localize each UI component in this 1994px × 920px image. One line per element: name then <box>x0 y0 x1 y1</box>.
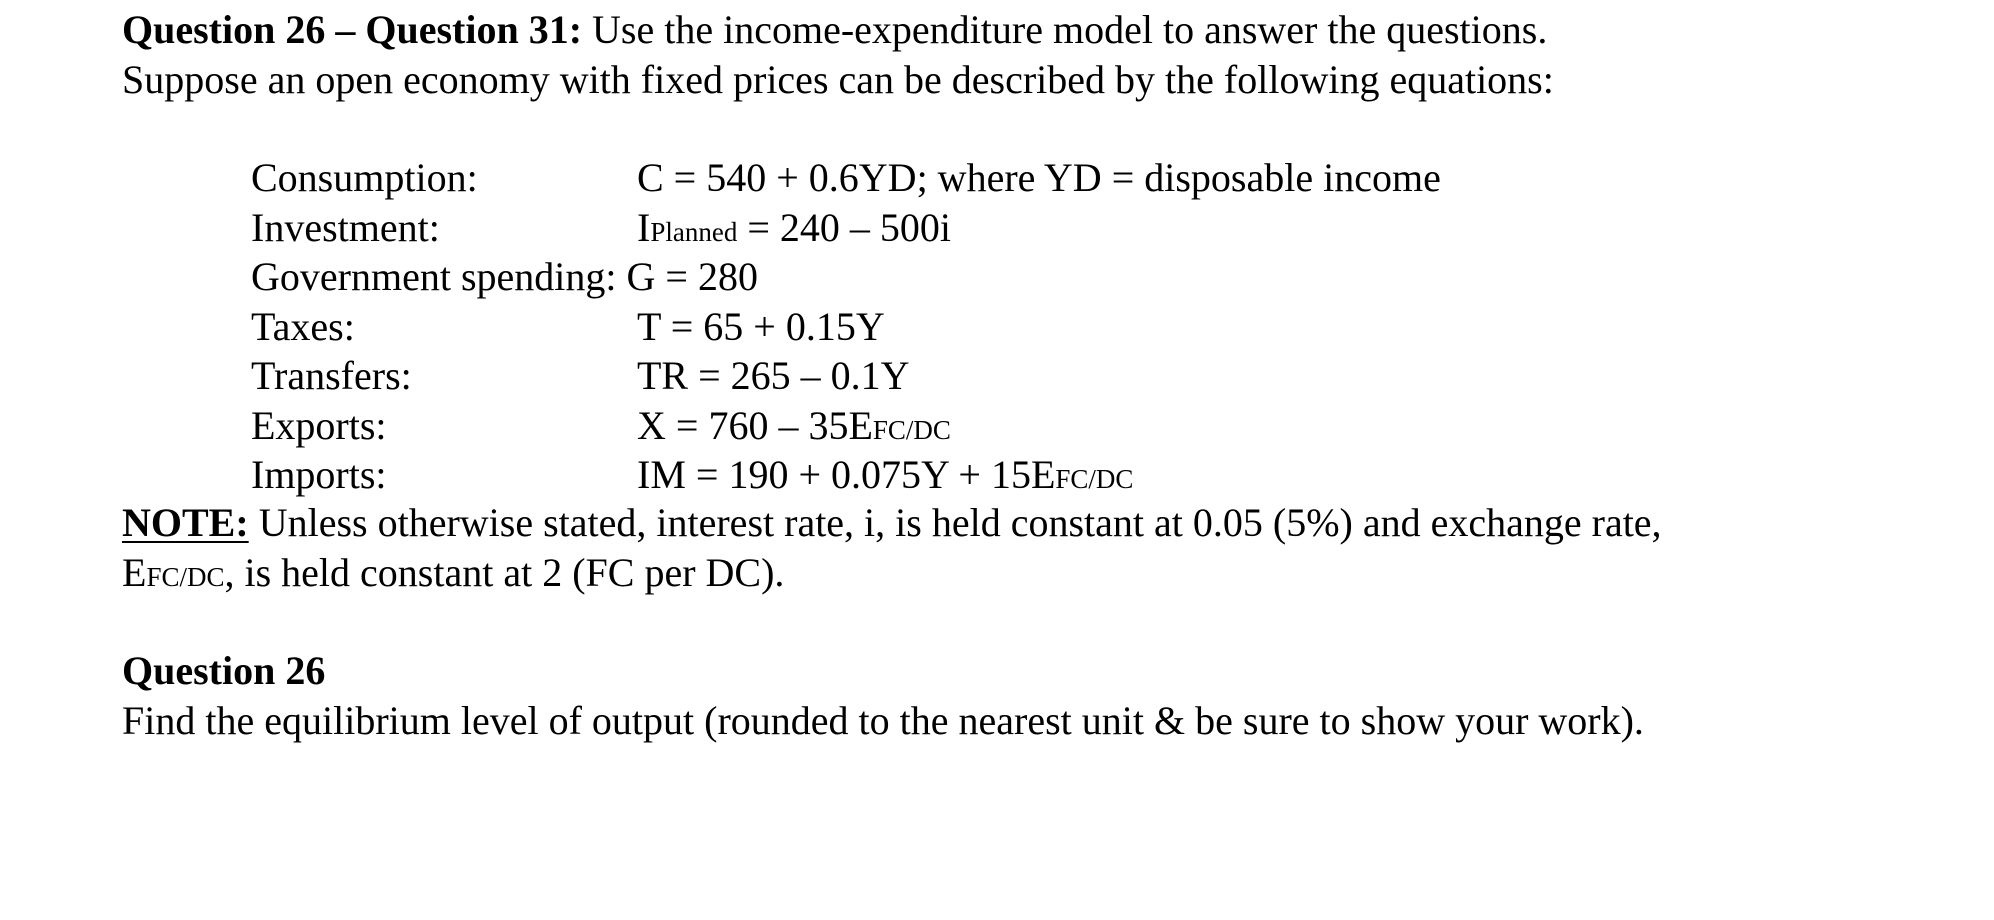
note-line <box>122 498 1662 548</box>
note-text: E <box>122 550 147 595</box>
heading-bold: Question 26 – Question 31: <box>122 7 583 52</box>
note-label: NOTE: <box>122 500 249 545</box>
equation-formula: C = 540 + 0.6YD; where YD = disposable income <box>637 155 1441 200</box>
formula-text: IM = 190 + 0.075Y + 15E <box>637 452 1056 497</box>
formula-text: I <box>637 204 651 250</box>
formula-text: X = 760 – 35E <box>637 402 873 448</box>
intro-text: Suppose an open economy with fixed prices can be described by the following equations: <box>122 57 1554 102</box>
note-line-continued <box>122 548 784 598</box>
heading-line <box>122 5 1547 55</box>
equation-imports <box>251 450 1134 500</box>
equation-formula: T = 65 + 0.15Y <box>637 303 885 349</box>
question-title-text: Question 26 <box>122 648 326 693</box>
equation-label: Taxes: <box>251 303 355 349</box>
note-subscript: FC/DC <box>146 562 225 592</box>
equation-transfers <box>251 351 910 401</box>
equation-government <box>251 252 758 302</box>
equation-label: Investment: <box>251 204 440 250</box>
equation-formula <box>637 401 951 456</box>
equation-label: Imports: <box>251 452 387 497</box>
equation-formula: G = 280 <box>626 254 758 299</box>
equation-label: Transfers: <box>251 353 412 398</box>
formula-subscript: FC/DC <box>872 414 951 445</box>
equation-label: Government spending: <box>251 254 617 299</box>
question-text: Find the equilibrium level of output (rounded to the nearest unit & be sure to show your work). <box>122 698 1644 743</box>
question-title <box>122 646 325 696</box>
equation-label: Consumption: <box>251 155 478 200</box>
equation-formula <box>637 203 951 258</box>
equation-exports <box>251 401 951 451</box>
equations-list <box>251 153 1441 500</box>
heading-text: Use the income-expenditure model to answer the questions. <box>582 7 1548 52</box>
equation-taxes <box>251 302 885 352</box>
formula-subscript: FC/DC <box>1055 464 1134 494</box>
equation-label: Exports: <box>251 402 387 448</box>
equation-investment <box>251 203 951 253</box>
equation-formula <box>637 450 1133 505</box>
note-text: Unless otherwise stated, interest rate, i, is held constant at 0.05 (5%) and exchange rate, <box>248 500 1662 545</box>
formula-text: = 240 – 500i <box>737 204 951 250</box>
equation-consumption <box>251 153 1441 203</box>
note-text: , is held constant at 2 (FC per DC). <box>224 550 785 595</box>
equation-formula: TR = 265 – 0.1Y <box>637 353 910 398</box>
formula-subscript: Planned <box>650 216 738 247</box>
